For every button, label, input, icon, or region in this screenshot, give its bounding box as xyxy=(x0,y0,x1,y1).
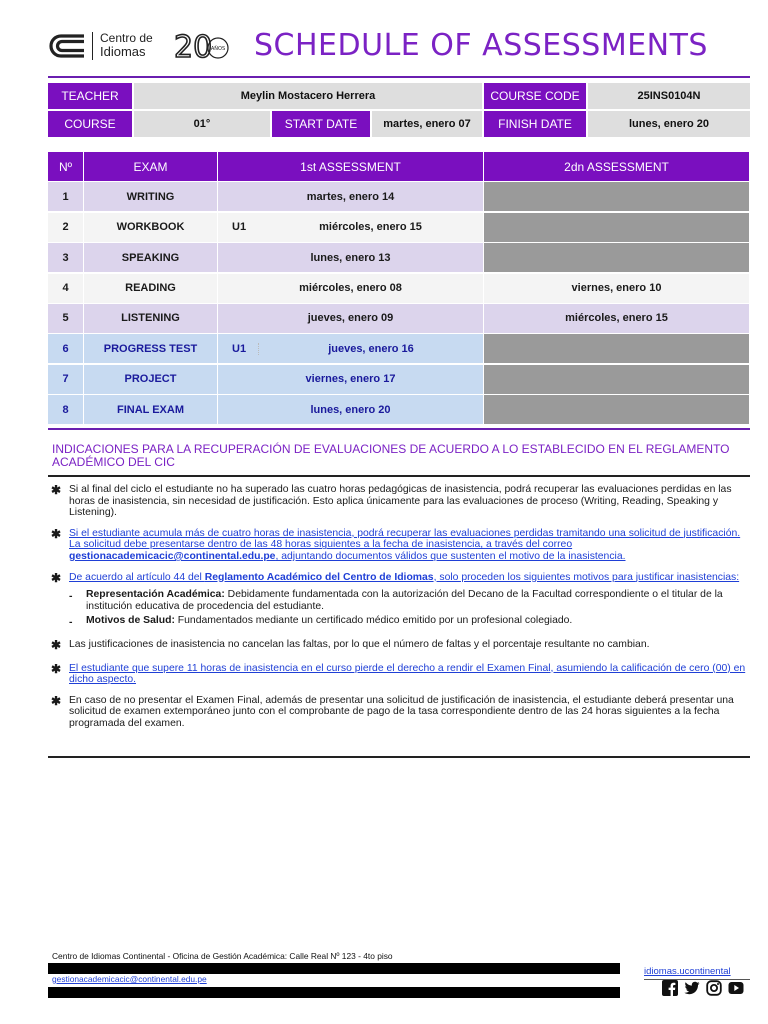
row-number: 6 xyxy=(48,334,84,363)
indication-item[interactable] xyxy=(48,528,750,563)
first-assessment-date: martes, enero 14 xyxy=(218,182,484,211)
indication-text: El estudiante que supere 11 horas de inasistencia en el curso pierde el derecho a rendir el Examen Final, asumiendo la calificación de cero (00) en dicho aspecto. xyxy=(69,662,746,686)
reason-label: Motivos de Salud: xyxy=(86,615,175,627)
asterisk-bullet-icon: ✱ xyxy=(51,661,62,676)
exam-name: PROJECT xyxy=(84,365,218,394)
info-row-teacher xyxy=(48,83,750,109)
course-value: 01° xyxy=(132,111,270,137)
assessment-schedule-table xyxy=(48,152,750,426)
exam-name: PROGRESS TEST xyxy=(84,334,218,363)
page-title: SCHEDULE OF ASSESSMENTS xyxy=(254,28,708,63)
row-number: 4 xyxy=(48,274,84,303)
footer-bar-bottom xyxy=(48,987,620,998)
anniversary-number: 20 xyxy=(174,30,213,62)
logo-wordmark xyxy=(100,31,153,59)
indications-title: INDICACIONES PARA LA RECUPERACIÓN DE EVALUACIONES DE ACUERDO A LO ESTABLECIDO EN EL REGLAMENTO ACADÉMICO DEL CIC xyxy=(52,442,730,469)
column-header-second-assessment: 2dn ASSESSMENT xyxy=(484,152,750,181)
indication-item xyxy=(48,639,750,651)
row-number: 7 xyxy=(48,365,84,394)
asterisk-bullet-icon: ✱ xyxy=(51,526,62,541)
instagram-icon[interactable] xyxy=(706,980,722,996)
dash-bullet-icon: - xyxy=(69,591,73,603)
first-assessment-date: jueves, enero 09 xyxy=(218,304,484,333)
second-assessment-empty xyxy=(484,213,750,242)
unit-label: U1 xyxy=(232,221,247,234)
second-assessment-date: miércoles, enero 15 xyxy=(484,304,750,333)
second-assessment-empty xyxy=(484,182,750,211)
continental-logo-icon xyxy=(48,33,86,59)
page-header xyxy=(48,24,750,74)
twitter-icon[interactable] xyxy=(684,980,700,996)
indication-text: Las justificaciones de inasistencia no cancelan las faltas, por lo que el número de faltas y el porcentaje resultante no cambian. xyxy=(69,638,650,650)
footer-bar-top xyxy=(48,963,620,974)
start-date-value: martes, enero 07 xyxy=(370,111,482,137)
asterisk-bullet-icon: ✱ xyxy=(51,637,62,652)
indication-text-cont: , adjuntando documentos válidos que sustenten el motivo de la inasistencia. xyxy=(275,550,626,562)
first-assessment-date: miércoles, enero 15 xyxy=(319,221,422,234)
table-row xyxy=(48,395,750,424)
table-row xyxy=(48,213,750,242)
footer-email-link[interactable]: gestionacademicacic@continental.edu.pe xyxy=(52,974,207,984)
logo-line-2: Idiomas xyxy=(100,44,146,59)
justification-reason xyxy=(48,615,750,627)
asterisk-bullet-icon: ✱ xyxy=(51,570,62,585)
regulation-link[interactable]: Reglamento Académico del Centro de Idiomas xyxy=(204,571,434,583)
reason-label: Representación Académica: xyxy=(86,589,225,601)
exam-name: LISTENING xyxy=(84,304,218,333)
row-number: 5 xyxy=(48,304,84,333)
column-header-exam: EXAM xyxy=(84,152,218,181)
footer-address: Centro de Idiomas Continental - Oficina de Gestión Académica: Calle Real Nº 123 - 4to piso xyxy=(52,951,393,961)
course-code-label: COURSE CODE xyxy=(482,83,586,109)
indication-item xyxy=(48,695,750,730)
finish-date-value: lunes, enero 20 xyxy=(586,111,750,137)
table-header-row xyxy=(48,152,750,181)
second-assessment-empty xyxy=(484,365,750,394)
row-number: 3 xyxy=(48,243,84,272)
anniversary-label: AÑOS xyxy=(210,46,226,52)
column-header-first-assessment: 1st ASSESSMENT xyxy=(218,152,484,181)
reason-text: Fundamentados mediante un certificado médico emitido por un profesional colegiado. xyxy=(174,615,573,627)
facebook-icon[interactable] xyxy=(662,980,678,996)
first-assessment-cell xyxy=(218,213,484,242)
justification-reason xyxy=(48,589,750,612)
exam-name: READING xyxy=(84,274,218,303)
table-row xyxy=(48,243,750,272)
indication-text: Si el estudiante acumula más de cuatro horas de inasistencia, podrá recuperar las evaluaciones perdidas tramitando una solicitud de justificación. La solicitud debe presentarse dentro de las 48 horas siguientes a la fecha de inasistencia, a través del correo xyxy=(69,527,741,551)
indication-text: Si al final del ciclo el estudiante no ha superado las cuatro horas pedagógicas de inasistencia, podrá recuperar las evaluaciones perdidas en las horas de inasistencia, sin necesidad de justificación. Esto aplica únicamente para las evaluaciones de proceso (Writing, Reading, Speaking y Listening). xyxy=(69,484,732,519)
indication-text-cont: , solo proceden los siguientes motivos para justificar inasistencias: xyxy=(433,571,740,583)
column-header-num: Nº xyxy=(48,152,84,181)
second-assessment-date: viernes, enero 10 xyxy=(484,274,750,303)
indications-divider xyxy=(48,475,750,477)
indication-item xyxy=(48,484,750,519)
unit-label: U1 xyxy=(232,342,247,355)
email-link[interactable]: gestionacademicacic@continental.edu.pe xyxy=(69,550,276,562)
social-links xyxy=(662,980,744,996)
asterisk-bullet-icon: ✱ xyxy=(51,693,62,708)
second-assessment-empty xyxy=(484,334,750,363)
logo-divider xyxy=(92,32,93,60)
course-label: COURSE xyxy=(48,111,132,137)
table-bottom-divider xyxy=(48,428,750,430)
first-assessment-date: lunes, enero 13 xyxy=(218,243,484,272)
teacher-value: Meylin Mostacero Herrera xyxy=(132,83,482,109)
dash-bullet-icon: - xyxy=(69,617,73,629)
first-assessment-date: viernes, enero 17 xyxy=(218,365,484,394)
start-date-label: START DATE xyxy=(270,111,370,137)
exam-name: WRITING xyxy=(84,182,218,211)
exam-name: FINAL EXAM xyxy=(84,395,218,424)
table-row xyxy=(48,334,750,363)
table-row xyxy=(48,274,750,303)
indication-text: De acuerdo al artículo 44 del xyxy=(69,571,205,583)
indications-list xyxy=(48,484,750,739)
info-row-course xyxy=(48,111,750,137)
second-assessment-empty xyxy=(484,395,750,424)
logo-line-1: Centro de xyxy=(100,31,153,45)
table-row xyxy=(48,304,750,333)
first-assessment-date: lunes, enero 20 xyxy=(218,395,484,424)
row-number: 1 xyxy=(48,182,84,211)
first-assessment-cell xyxy=(218,334,484,363)
second-assessment-empty xyxy=(484,243,750,272)
exam-name: SPEAKING xyxy=(84,243,218,272)
indication-text: En caso de no presentar el Examen Final, además de presentar una solicitud de justificación de inasistencia, el estudiante deberá presentar una solicitud de examen extemporáneo junto con el comprobante de pago de la tasa correspondiente dentro de las 24 horas siguientes a la fecha programada del examen. xyxy=(69,694,734,729)
reason-text: Debidamente fundamentada con la autorización del Decano de la Facultad correspondiente o el titular de la institución educativa de procedencia del estudiante. xyxy=(86,589,723,612)
title-divider xyxy=(48,76,750,78)
exam-name: WORKBOOK xyxy=(84,213,218,242)
indications-bottom-divider xyxy=(48,756,750,758)
first-assessment-date: jueves, enero 16 xyxy=(258,343,483,355)
finish-date-label: FINISH DATE xyxy=(482,111,586,137)
asterisk-bullet-icon: ✱ xyxy=(51,483,62,497)
row-number: 2 xyxy=(48,213,84,242)
row-number: 8 xyxy=(48,395,84,424)
youtube-icon[interactable] xyxy=(728,980,744,996)
table-row xyxy=(48,182,750,211)
teacher-label: TEACHER xyxy=(48,83,132,109)
indication-item[interactable] xyxy=(48,663,750,686)
course-code-value: 25INS0104N xyxy=(586,83,750,109)
table-row xyxy=(48,365,750,394)
course-info-grid xyxy=(48,83,750,139)
footer-website-link[interactable]: idiomas.ucontinental xyxy=(644,966,731,977)
anniversary-20-logo-icon xyxy=(174,30,230,62)
indication-item[interactable] xyxy=(48,572,750,584)
first-assessment-date: miércoles, enero 08 xyxy=(218,274,484,303)
